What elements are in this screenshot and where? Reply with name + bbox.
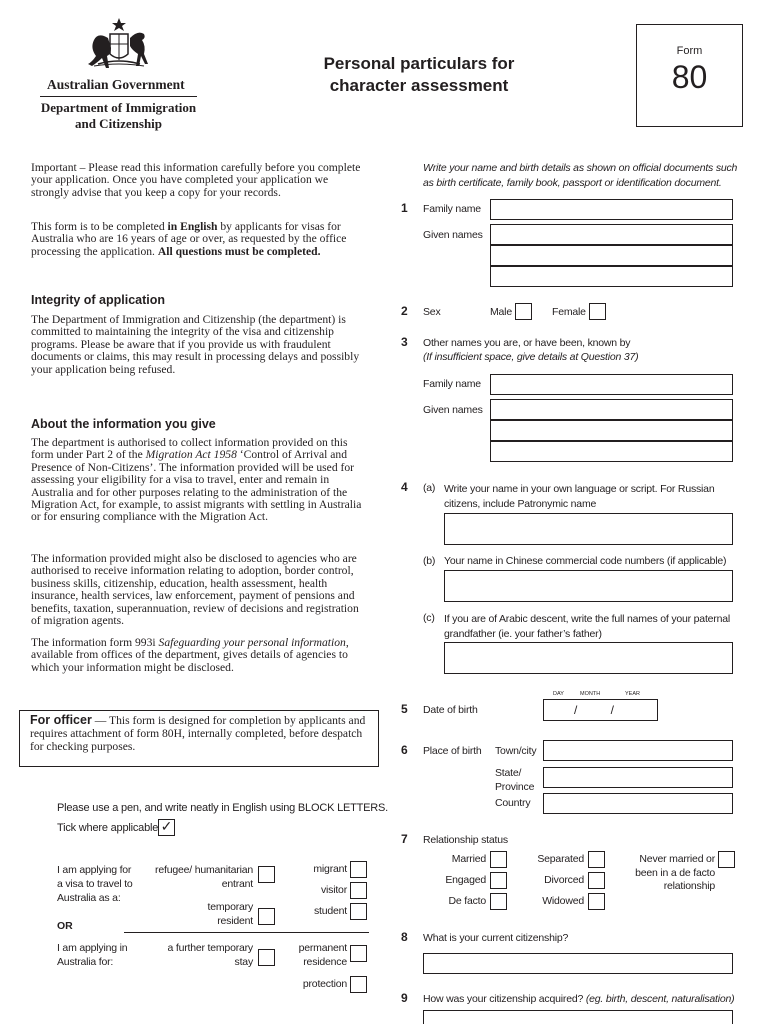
engaged-checkbox[interactable] — [490, 872, 507, 889]
q3-given-names-input-3[interactable] — [490, 441, 733, 462]
pen-instruction: Please use a pen, and write neatly in English using BLOCK LETTERS. — [57, 802, 389, 814]
student-label: student — [313, 905, 347, 917]
tick-example-checkbox: ✓ — [158, 819, 175, 836]
student-checkbox[interactable] — [350, 903, 367, 920]
citizenship-acquired-question: How was your citizenship acquired? (eg. birth, descent, naturalisation) — [423, 993, 735, 1005]
q3-family-name-input[interactable] — [490, 374, 733, 395]
q3-given-names-input-2[interactable] — [490, 420, 733, 441]
question-6-number: 6 — [401, 743, 408, 757]
q1-family-name-input[interactable] — [490, 199, 733, 220]
officer-box — [19, 710, 379, 767]
q3-given-names-label: Given names — [423, 404, 483, 416]
integrity-paragraph: The Department of Immigration and Citizenship (the department) is committed to maintaining the integrity of the visa and citizenship programs. Please be aware that if you provide us with fraudulent documents or claims, this may result in processing delays and possibly your application being refused. — [31, 313, 360, 376]
engaged-label: Engaged — [445, 874, 486, 886]
question-1-number: 1 — [401, 201, 408, 215]
de-facto-label: De facto — [448, 895, 486, 907]
male-checkbox[interactable] — [515, 303, 532, 320]
dob-month-caption: MONTH — [580, 691, 601, 697]
q3-family-name-label: Family name — [423, 378, 481, 390]
temporary-resident-label: temporary resident — [207, 901, 253, 927]
question-5-number: 5 — [401, 702, 408, 716]
q1-family-name-label: Family name — [423, 203, 481, 215]
about-paragraph-2: The information provided might also be disclosed to agencies who are authorised to receive information relating to adoption, border control, business skills, citizenship, education, health assessment, health insurance, health services, law enforcement, payment of pensions and benefits, taxation, superannuation, review of decisions and registration of migration agents. — [31, 552, 359, 628]
widowed-checkbox[interactable] — [588, 893, 605, 910]
place-of-birth-label: Place of birth — [423, 745, 482, 757]
form-title: Personal particulars for character assessment — [323, 54, 515, 95]
about-paragraph-3: The information form 993i Safeguarding your personal information, available from offices of the department, gives details of agencies to which your information might be disclosed. — [31, 636, 349, 674]
permanent-residence-checkbox[interactable] — [350, 945, 367, 962]
temporary-resident-checkbox[interactable] — [258, 908, 275, 925]
protection-label: protection — [302, 978, 347, 990]
protection-checkbox[interactable] — [350, 976, 367, 993]
about-heading: About the information you give — [31, 417, 216, 431]
about-paragraph-1: The department is authorised to collect information provided on this form under Part 2 of the Migration Act 1958 ‘Control of Arrival and Presence of Non-Citizens’. The information provided will be used for assessing your eligibility for a visa to travel, enter and remain in Australia and for other purposes relating to the administration of the Migration Act, for example, to assist migrants with settling in Australia or for ensuring compliance with the Migration Act. — [31, 436, 362, 524]
government-name: Australian Government — [47, 77, 185, 92]
migrant-label: migrant — [313, 863, 347, 875]
dob-year-caption: YEAR — [625, 691, 640, 697]
q4c-grandfather-name-input[interactable] — [444, 642, 733, 674]
name-instruction-note: Write your name and birth details as shown on official documents such as birth certificate, family book, passport or identification document. — [423, 162, 738, 189]
or-label: OR — [57, 920, 73, 932]
never-married-label: Never married or been in a de facto relationship — [635, 853, 715, 892]
widowed-label: Widowed — [542, 895, 584, 907]
visitor-checkbox[interactable] — [350, 882, 367, 899]
question-2-number: 2 — [401, 304, 408, 318]
dob-separators: / / — [574, 703, 615, 717]
header-divider — [40, 96, 197, 97]
q4b-label: (b) — [423, 555, 436, 567]
form-label: Form — [676, 45, 703, 57]
q4c-text: If you are of Arabic descent, write the full names of your paternal grandfather (ie. your father’s father) — [444, 613, 731, 640]
q1-given-names-label: Given names — [423, 229, 483, 241]
integrity-heading: Integrity of application — [31, 293, 166, 307]
country-label: Country — [495, 797, 531, 809]
state-province-input[interactable] — [543, 767, 733, 788]
q4a-label: (a) — [423, 482, 436, 494]
q4a-native-name-input[interactable] — [444, 513, 733, 545]
question-3-number: 3 — [401, 335, 408, 349]
refugee-checkbox[interactable] — [258, 866, 275, 883]
english-paragraph: This form is to be completed in English by applicants for visas for Australia who are 16 years of age or over, as requested by the office processing the application. All questions must be completed. — [31, 220, 347, 258]
married-checkbox[interactable] — [490, 851, 507, 868]
form-number: 80 — [671, 59, 708, 95]
q1-given-names-input-3[interactable] — [490, 266, 733, 287]
male-label: Male — [490, 306, 512, 318]
de-facto-checkbox[interactable] — [490, 893, 507, 910]
separated-label: Separated — [537, 853, 584, 865]
q4b-chinese-code-input[interactable] — [444, 570, 733, 602]
citizenship-input[interactable] — [423, 953, 733, 974]
applying-travel-label: I am applying for a visa to travel to Australia as a: — [57, 864, 133, 904]
q1-given-names-input-2[interactable] — [490, 245, 733, 266]
q4b-text: Your name in Chinese commercial code numbers (if applicable) — [444, 555, 727, 567]
country-input[interactable] — [543, 793, 733, 814]
refugee-label: refugee/ humanitarian entrant — [155, 864, 253, 890]
officer-text: — This form is designed for completion by applicants and requires attachment of form 80H, internally completed, before despatch for checking purposes. — [30, 714, 366, 753]
divorced-label: Divorced — [544, 874, 584, 886]
question-9-number: 9 — [401, 991, 408, 1005]
state-province-label: State/ Province — [495, 767, 535, 793]
further-stay-checkbox[interactable] — [258, 949, 275, 966]
q3-given-names-input-1[interactable] — [490, 399, 733, 420]
tick-instruction: Tick where applicable — [57, 822, 159, 834]
further-stay-label: a further temporary stay — [167, 942, 253, 968]
form-number-box — [636, 24, 743, 127]
q4c-label: (c) — [423, 612, 435, 624]
town-city-input[interactable] — [543, 740, 733, 761]
dob-day-caption: DAY — [553, 691, 564, 697]
intro-paragraph: Important – Please read this information carefully before you complete your application. Once you have completed your application we strongly advise that you keep a copy for your records. — [31, 161, 361, 199]
date-of-birth-input[interactable] — [543, 699, 658, 721]
applying-in-australia-label: I am applying in Australia for: — [57, 942, 128, 968]
department-name: Department of Immigration and Citizenship — [40, 100, 197, 131]
married-label: Married — [451, 853, 486, 865]
never-married-checkbox[interactable] — [718, 851, 735, 868]
town-city-label: Town/city — [495, 745, 537, 757]
question-7-number: 7 — [401, 832, 408, 846]
sex-label: Sex — [423, 306, 441, 318]
citizenship-acquired-input[interactable] — [423, 1010, 733, 1024]
female-label: Female — [552, 306, 586, 318]
or-divider — [124, 932, 369, 933]
other-names-note: (If insufficient space, give details at Question 37) — [423, 351, 639, 363]
migrant-checkbox[interactable] — [350, 861, 367, 878]
question-8-number: 8 — [401, 930, 408, 944]
coat-of-arms-logo — [84, 16, 154, 76]
permanent-residence-label: permanent residence — [298, 942, 347, 968]
citizenship-question: What is your current citizenship? — [423, 932, 569, 944]
relationship-status-label: Relationship status — [423, 834, 508, 846]
visitor-label: visitor — [320, 884, 347, 896]
female-checkbox[interactable] — [589, 303, 606, 320]
q4a-text: Write your name in your own language or script. For Russian citizens, include Patronymic name — [444, 483, 715, 510]
other-names-label: Other names you are, or have been, known by — [423, 337, 631, 349]
q1-given-names-input-1[interactable] — [490, 224, 733, 245]
separated-checkbox[interactable] — [588, 851, 605, 868]
divorced-checkbox[interactable] — [588, 872, 605, 889]
date-of-birth-label: Date of birth — [423, 704, 478, 716]
officer-label: For officer — [30, 713, 92, 727]
question-4-number: 4 — [401, 480, 408, 494]
